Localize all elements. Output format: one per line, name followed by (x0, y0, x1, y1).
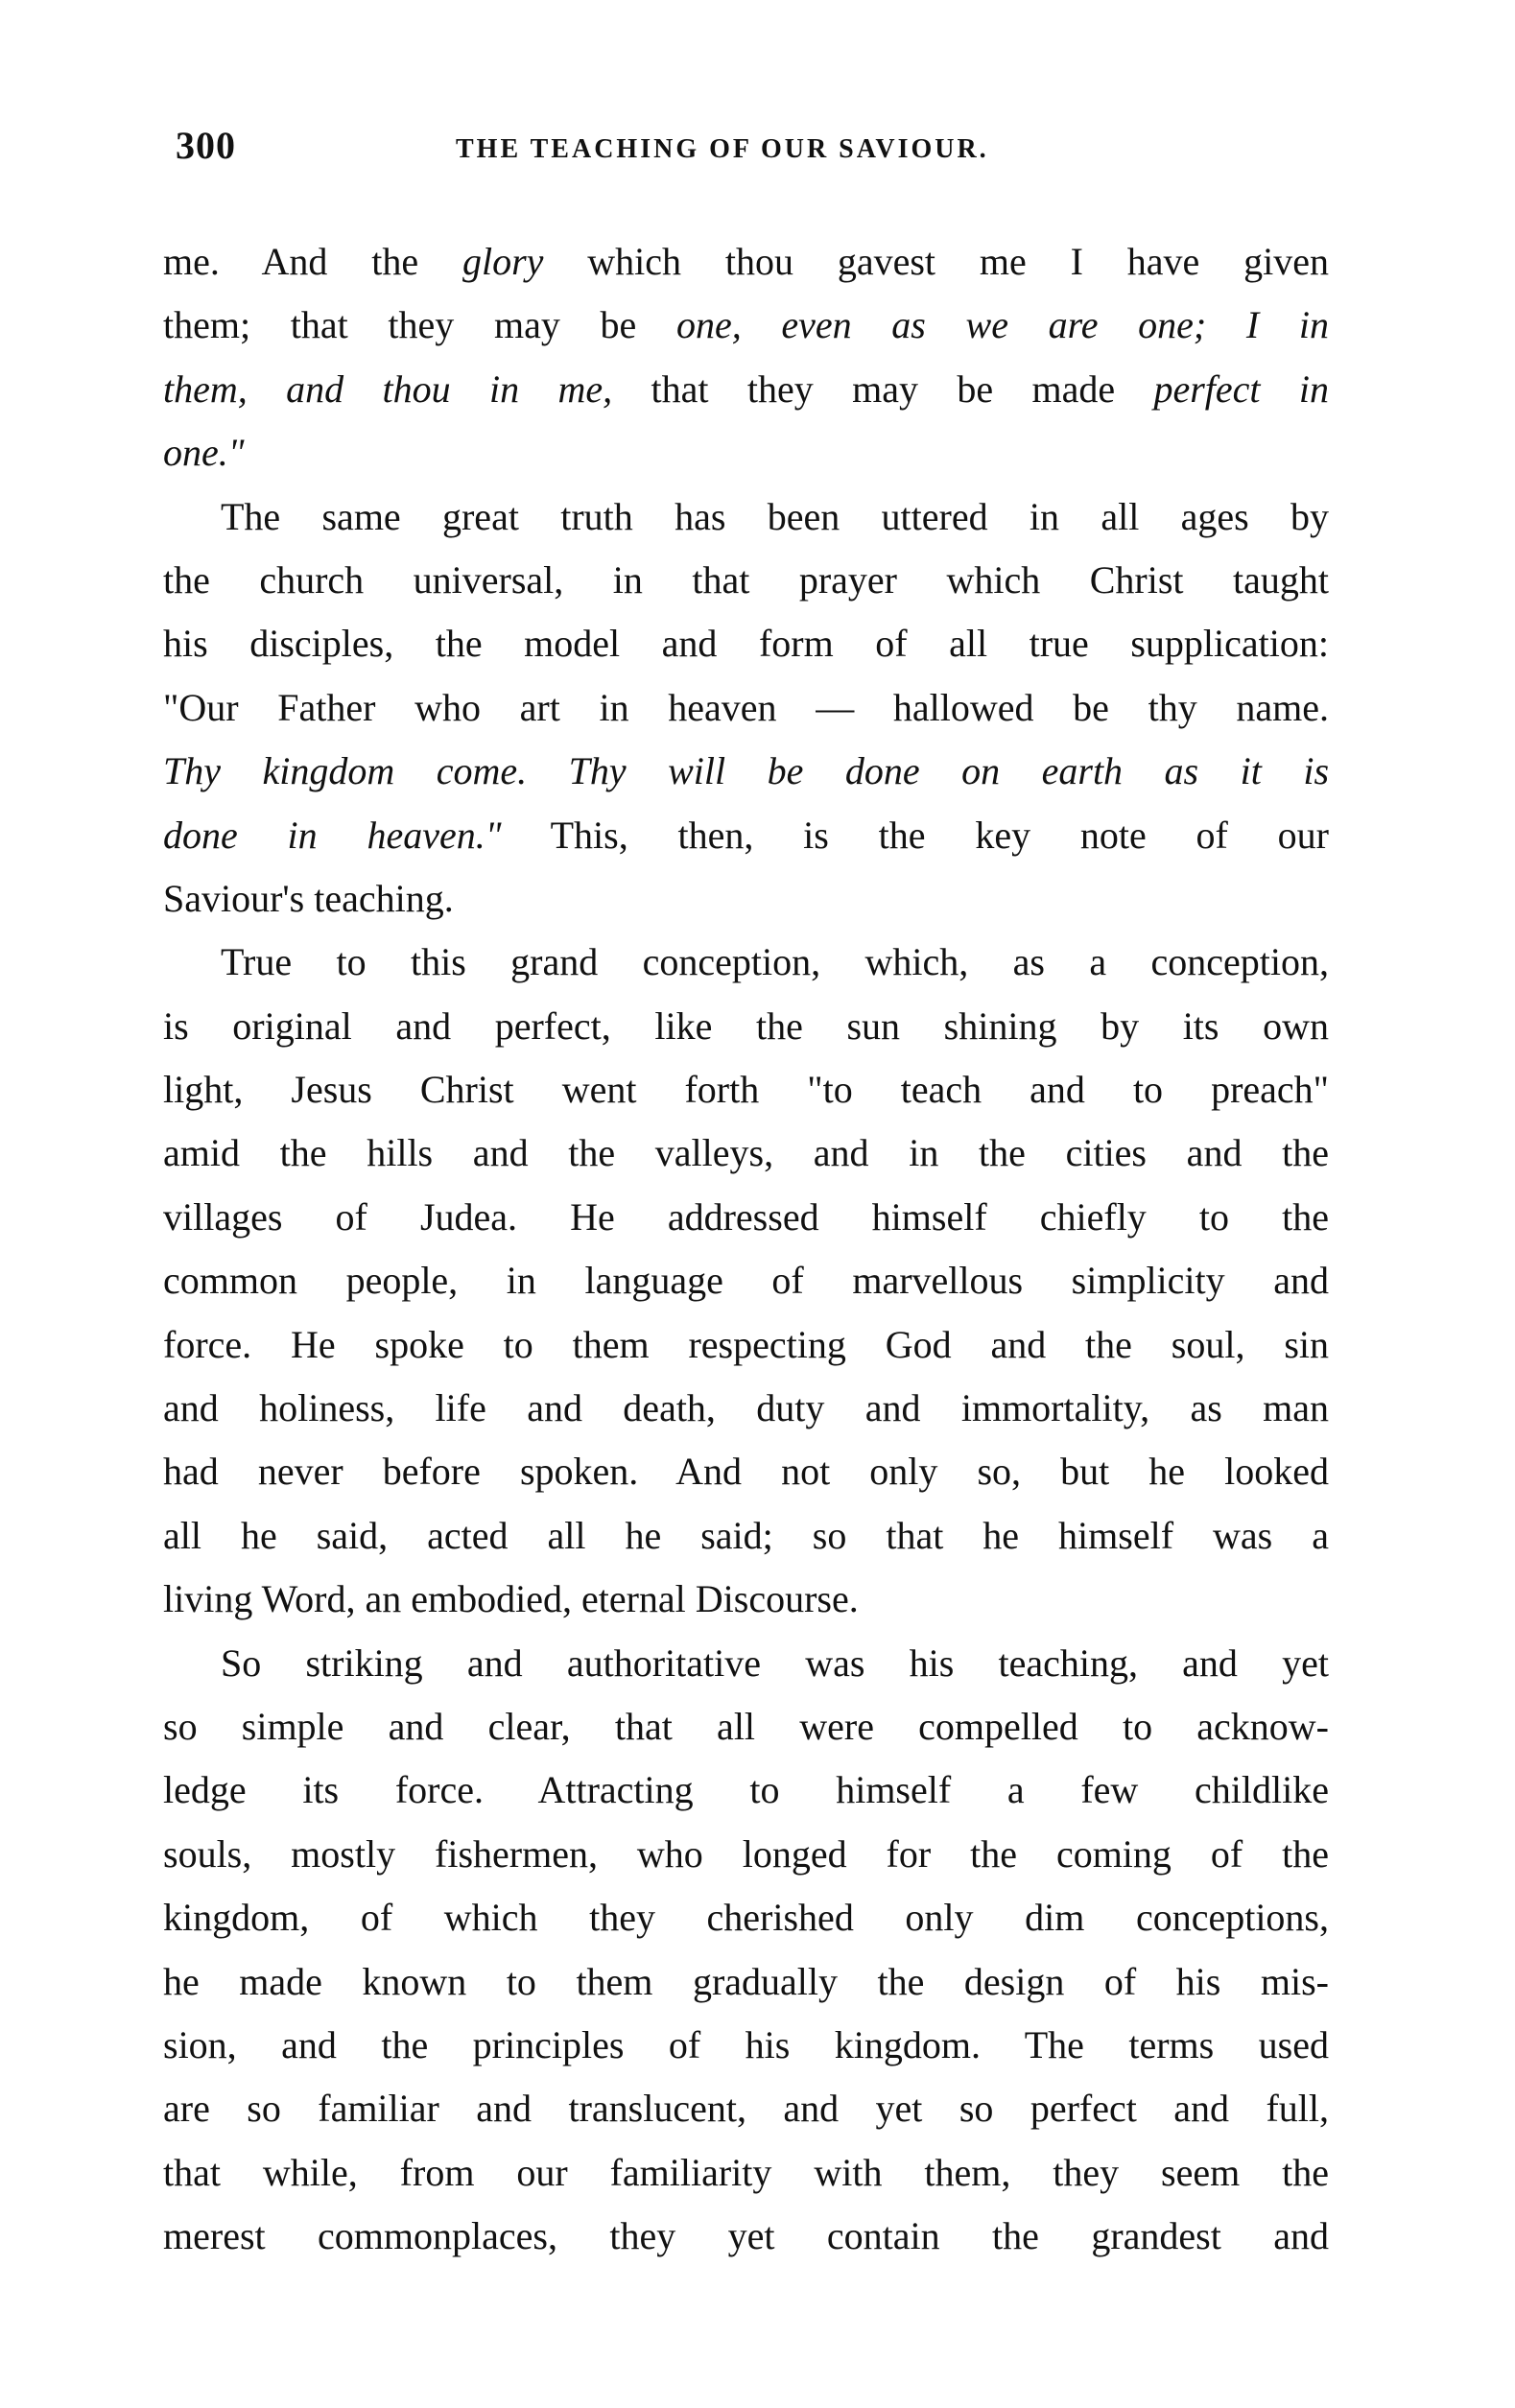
text-line: So striking and authoritative was his teaching, and yet (221, 1641, 1329, 1685)
text-line: one." (163, 431, 245, 475)
text-line: living Word, an embodied, eternal Discourse. (163, 1577, 859, 1621)
text-line: sion, and the principles of his kingdom. The terms used (163, 2022, 1329, 2066)
text-line: villages of Judea. He addressed himself chiefly to the (163, 1194, 1329, 1239)
text-line: kingdom, of which they cherished only dim conceptions, (163, 1896, 1329, 1940)
text-line: had never before spoken. And not only so, but he looked (163, 1450, 1329, 1494)
text-line: are so familiar and translucent, and yet so perfect and full, (163, 2087, 1329, 2131)
text-line: that while, from our familiarity with them, they seem the (163, 2150, 1329, 2194)
paragraph (163, 1632, 1329, 2269)
text-line: his disciples, the model and form of all true supplication: (163, 622, 1329, 666)
text-line: "Our Father who art in heaven — hallowed be thy name. (163, 685, 1329, 729)
text-line: and holiness, life and death, duty and immortality, as man (163, 1386, 1329, 1430)
running-title: THE TEACHING OF OUR SAVIOUR. (456, 134, 989, 164)
paragraph (163, 230, 1329, 485)
text-line: amid the hills and the valleys, and in the cities and the (163, 1131, 1329, 1175)
text-line: force. He spoke to them respecting God and the soul, sin (163, 1322, 1329, 1366)
text-line: The same great truth has been uttered in all ages by (221, 494, 1329, 538)
text-line: light, Jesus Christ went forth "to teach and to preach" (163, 1068, 1329, 1112)
text-line: so simple and clear, that all were compelled to acknow- (163, 1704, 1329, 1748)
page-number: 300 (176, 124, 236, 167)
paragraph (163, 485, 1329, 932)
text-line: common people, in language of marvellous simplicity and (163, 1259, 1329, 1303)
text-line: souls, mostly fishermen, who longed for the coming of the (163, 1831, 1329, 1876)
text-line: all he said, acted all he said; so that he himself was a (163, 1513, 1329, 1557)
text-line: them, and thou in me, that they may be made perfect in (163, 366, 1330, 411)
text-line: Thy kingdom come. Thy will be done on earth as it is (163, 749, 1330, 793)
page-body (163, 230, 1329, 2269)
text-line: True to this grand conception, which, as a conception, (221, 940, 1329, 984)
text-line: me. And the glory which thou gavest me I have given (163, 240, 1329, 283)
text-line: merest commonplaces, they yet contain the grandest and (163, 2214, 1329, 2258)
text-line: ledge its force. Attracting to himself a few childlike (163, 1768, 1329, 1812)
text-line: done in heaven." This, then, is the key note of our (163, 813, 1329, 857)
text-line: Saviour's teaching. (163, 876, 454, 920)
running-header (168, 123, 1329, 180)
paragraph (163, 931, 1329, 1631)
text-line: is original and perfect, like the sun shining by its own (163, 1003, 1329, 1048)
text-line: the church universal, in that prayer which Christ taught (163, 557, 1329, 602)
text-line: he made known to them gradually the design of his mis- (163, 1959, 1329, 2003)
text-line: them; that they may be one, even as we are one; I in (163, 303, 1330, 347)
